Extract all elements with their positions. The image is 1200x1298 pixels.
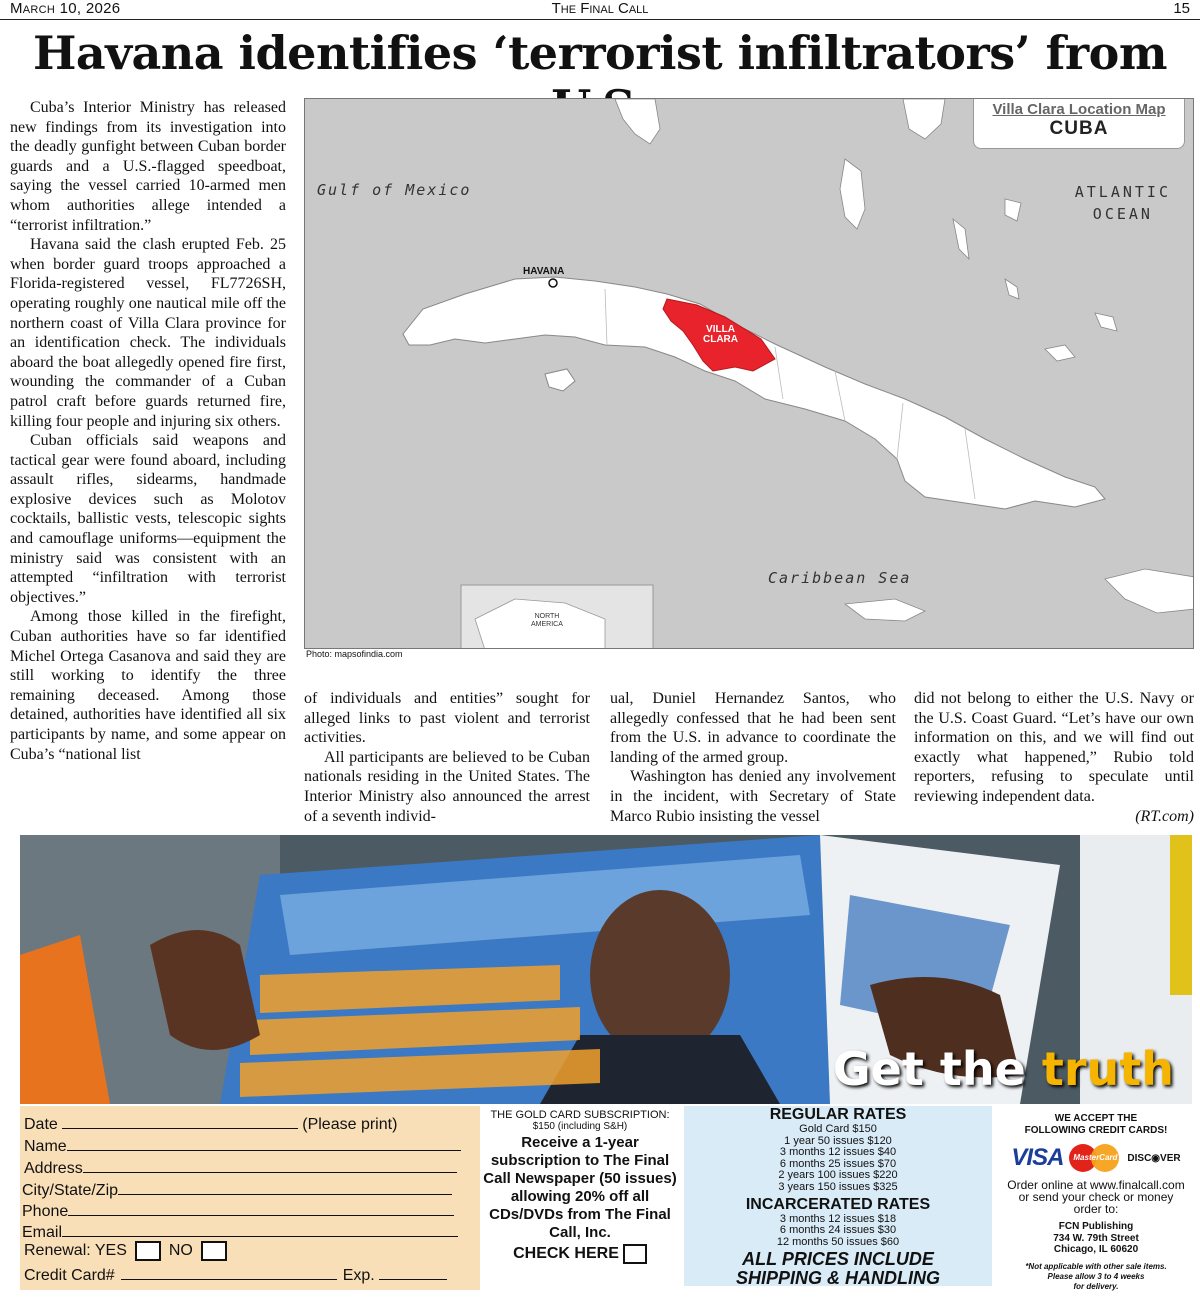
gold-card-price: $150 (including S&H) <box>532 1121 628 1132</box>
gold-card-offer <box>480 1106 680 1290</box>
paragraph: did not belong to either the U.S. Navy or the U.S. Coast Guard. “Let’s have our own information on this, and we will find out exactly what happened,” Rubio told reporters, refusing to speculate until reviewing independent data. <box>914 690 1194 805</box>
mastercard-logo-text: MasterCard <box>1073 1153 1118 1162</box>
paragraph: Cuban officials said weapons and tactical gear were found aboard, including assault rifles, sidearms, handmade explosive devices such as Molotov cocktails, ballistic vests, telescopic sights and camouflage uniforms—equipment the ministry said was consistent with an attempted “infiltration with terrorist objectives.” <box>10 432 286 606</box>
email-field[interactable] <box>62 1222 458 1237</box>
subscription-rates <box>684 1106 992 1289</box>
order-instructions <box>996 1179 1196 1215</box>
ad-tagline <box>833 1042 1174 1096</box>
date-label: Date <box>24 1116 58 1133</box>
visa-logo-icon: VISA <box>1011 1144 1064 1171</box>
credit-card-label: Credit Card# <box>24 1267 115 1284</box>
phone-field[interactable] <box>68 1201 454 1216</box>
label-north-america <box>531 613 563 629</box>
city-state-zip-label: City/State/Zip <box>22 1182 119 1199</box>
credit-card-field[interactable] <box>121 1265 337 1280</box>
address-line-3: Chicago, IL 60620 <box>1053 1244 1139 1255</box>
fine-print-line-1: *Not applicable with other sale items. <box>1025 1261 1167 1271</box>
publication-name: The Final Call <box>551 0 649 17</box>
address-line-1: FCN Publishing <box>1058 1221 1134 1232</box>
paragraph: All participants are believed to be Cuban nationals residing in the United States. The Interior Ministry also announced the arrest of a seventh individ- <box>304 748 590 825</box>
phone-label: Phone <box>22 1203 69 1220</box>
article-column-1 <box>10 98 286 824</box>
label-north: NORTH <box>534 613 560 620</box>
label-atlantic-line-1: ATLANTIC <box>1074 183 1171 201</box>
paragraph: Havana said the clash erupted Feb. 25 when border guard troops approached a Florida-registered vessel, FL7726SH, operating roughly one nautical mile off the northern coast of Villa Clara province for an identification check. The individuals aboard the boat allegedly opened fire first, wounding the commander of a Cuban patrol craft before guards returned fire, killing four people and injuring six others. <box>10 236 286 430</box>
page-number: 15 <box>1173 0 1190 17</box>
label-havana: HAVANA <box>523 266 565 277</box>
rate-line: 3 months 12 issues $40 <box>779 1146 897 1159</box>
card-logos <box>996 1143 1196 1173</box>
rate-line: 3 years 150 issues $325 <box>778 1180 898 1193</box>
gold-card-description: Receive a 1-year subscription to The Final Call Newspaper (50 issues) allowing 20% off all CDs/DVDs from The Final Call, Inc. <box>483 1134 677 1241</box>
photo-credit: Photo: mapsofindia.com <box>306 649 403 659</box>
article-column-2 <box>304 689 590 826</box>
fine-print-line-2: Please allow 3 to 4 weeks <box>1047 1271 1145 1281</box>
order-check-line: or send your check or money <box>1018 1190 1174 1204</box>
label-caribbean-sea: Caribbean Sea <box>768 569 912 587</box>
date-field[interactable] <box>62 1114 298 1129</box>
label-america: AMERICA <box>531 621 563 628</box>
label-villa-clara <box>703 325 738 345</box>
rate-line: 6 months 24 issues $30 <box>779 1224 897 1237</box>
order-online-line: Order online at www.finalcall.com <box>1007 1178 1185 1192</box>
expiration-label: Exp. <box>342 1267 375 1284</box>
rate-line: 6 months 25 issues $70 <box>779 1157 897 1170</box>
rate-line: 3 months 12 issues $18 <box>779 1212 897 1225</box>
payment-info <box>996 1106 1196 1290</box>
expiration-field[interactable] <box>379 1265 447 1280</box>
label-gulf-of-mexico: Gulf of Mexico <box>317 181 472 199</box>
fine-print-line-3: for delivery. <box>1073 1281 1119 1291</box>
name-field[interactable] <box>67 1136 461 1151</box>
prices-include-line-1: ALL PRICES INCLUDE <box>742 1249 934 1270</box>
renewal-no-label: NO <box>168 1242 193 1260</box>
map-title: Villa Clara Location Map <box>992 101 1166 118</box>
email-label: Email <box>22 1224 63 1241</box>
gold-card-heading: THE GOLD CARD SUBSCRIPTION: <box>490 1109 670 1121</box>
regular-rates-title: REGULAR RATES <box>769 1106 907 1123</box>
renewal-yes-checkbox[interactable] <box>135 1241 161 1261</box>
order-to-line: order to: <box>1073 1202 1119 1216</box>
tagline-the: the <box>939 1042 1042 1096</box>
map-figure <box>304 98 1194 649</box>
paragraph: ual, Duniel Hernandez Santos, who allegedly confessed that he had been sent from the U.S. in advance to coordinate the landing of the armed group. <box>610 690 896 766</box>
address-field[interactable] <box>83 1158 457 1173</box>
prices-include-line-2: SHIPPING & HANDLING <box>735 1268 940 1289</box>
discover-logo-icon: DISC◉VER <box>1127 1152 1181 1164</box>
tagline-get: Get <box>832 1042 940 1096</box>
address-label: Address <box>24 1160 83 1177</box>
renewal-no-checkbox[interactable] <box>201 1241 227 1261</box>
paragraph: Washington has denied any involvement in the incident, with Secretary of State Marco Rubio insisting the vessel <box>610 768 896 825</box>
map-legend-box <box>973 99 1185 149</box>
map-country: CUBA <box>1049 118 1109 139</box>
check-here-label: CHECK HERE <box>513 1245 619 1263</box>
renewal-label: Renewal: YES <box>24 1242 127 1260</box>
city-state-zip-field[interactable] <box>118 1180 452 1195</box>
rate-line: 12 months 50 issues $60 <box>776 1235 900 1248</box>
issue-date: March 10, 2026 <box>10 0 121 17</box>
label-clara: CLARA <box>703 334 738 345</box>
cards-heading <box>996 1113 1196 1137</box>
name-label: Name <box>24 1138 67 1155</box>
gold-card-checkbox[interactable] <box>623 1244 647 1264</box>
mastercard-logo-icon <box>1069 1144 1121 1172</box>
article-column-3 <box>610 689 896 826</box>
mailing-address <box>996 1221 1196 1256</box>
article-column-4 <box>914 689 1194 826</box>
paragraph: of individuals and entities” sought for alleged links to past violent and terrorist activities. <box>304 690 590 747</box>
label-atlantic-line-2: OCEAN <box>1092 205 1153 223</box>
headline: Havana identifies ‘terrorist infiltrators’ from <box>32 26 1168 80</box>
ad-photo <box>20 835 1192 1104</box>
cards-heading-line-2: FOLLOWING CREDIT CARDS! <box>1024 1125 1168 1136</box>
rate-line: Gold Card $150 <box>799 1123 877 1135</box>
article-source: (RT.com) <box>1135 807 1194 825</box>
label-villa: VILLA <box>706 324 735 335</box>
incarcerated-rates-title: INCARCERATED RATES <box>745 1195 931 1213</box>
please-print-label: (Please print) <box>302 1116 398 1133</box>
fine-print <box>996 1262 1196 1292</box>
tagline-truth: truth <box>1041 1042 1174 1096</box>
address-line-2: 734 W. 79th Street <box>1053 1232 1139 1244</box>
paragraph: Cuba’s Interior Ministry has released new findings from its investigation into the deadly gunfight between Cuban border guards and a U.S.-flagged speedboat, saying the vessel carried 10-armed men whom authorities allege intended a “terrorist infiltration.” <box>10 99 286 234</box>
rate-line: 2 years 100 issues $220 <box>778 1169 898 1182</box>
label-atlantic-ocean <box>1075 181 1171 225</box>
subscription-form <box>20 1106 480 1290</box>
rate-line: 1 year 50 issues $120 <box>784 1134 892 1147</box>
running-head <box>0 0 1200 20</box>
paragraph: Among those killed in the firefight, Cuban authorities have so far identified Michel Ortega Casanova and said they are still working to identify the three remaining deceased. Among those detained, authorities have identified all six participants by name, and some appear on Cuba’s “national list <box>10 608 286 763</box>
cards-heading-line-1: WE ACCEPT THE <box>1054 1113 1138 1124</box>
